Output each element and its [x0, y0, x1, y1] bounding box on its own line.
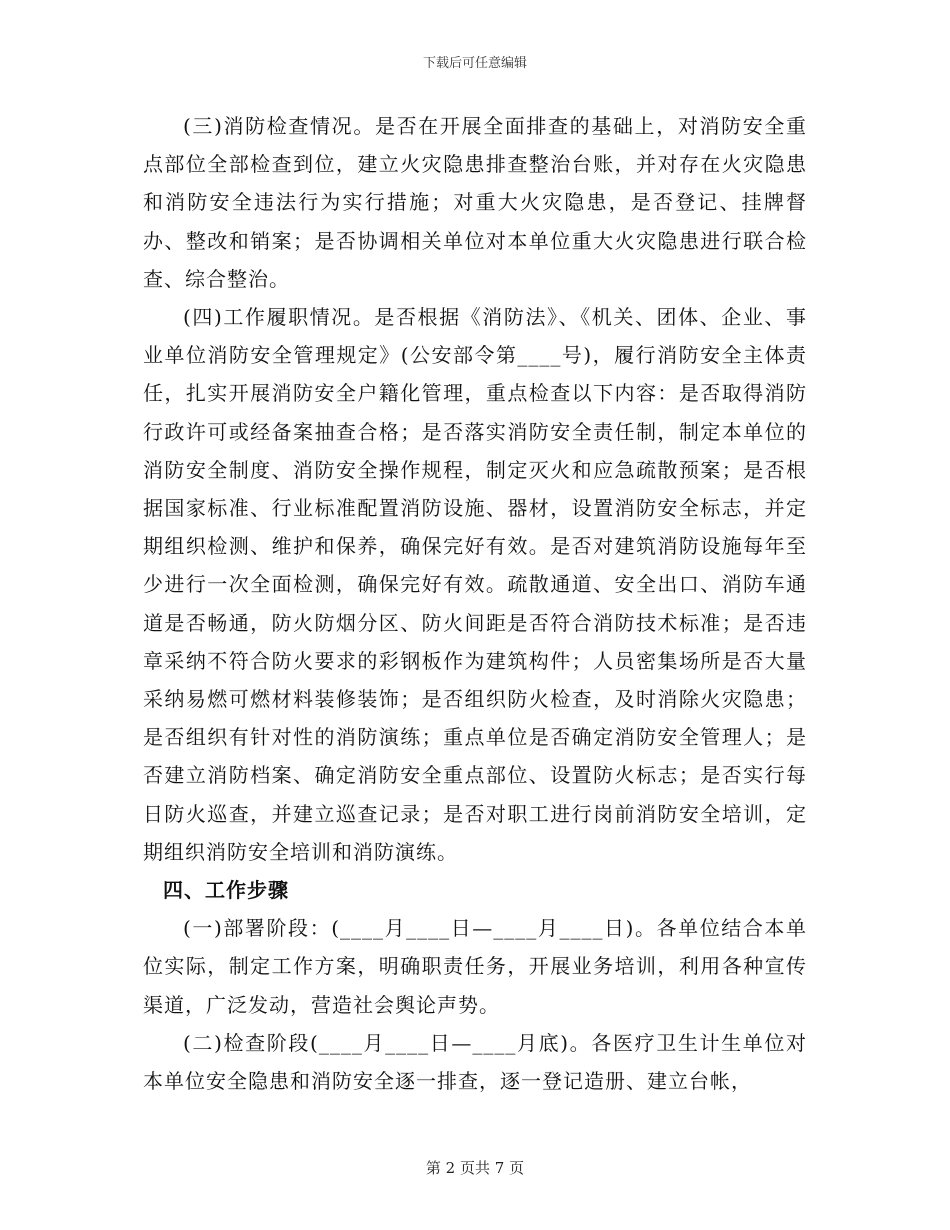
- paragraph-deployment-stage: (一)部署阶段：(____月____日—____月____日)。各单位结合本单位实际，制定工作方案，明确职责任务，开展业务培训，利用各种宣传渠道，广泛发动，营造社会舆论声势。: [143, 916, 807, 1017]
- paragraph-fire-inspection: (三)消防检查情况。是否在开展全面排查的基础上，对消防安全重点部位全部检查到位，建立火灾隐患排查整治台账，并对存在火灾隐患和消防安全违法行为实行措施；对重大火灾隐患，是否登记、挂牌督办、整改和销案；是否协调相关单位对本单位重大火灾隐患进行联合检查、综合整治。: [143, 114, 807, 291]
- paragraph-inspection-stage: (二)检查阶段(____月____日—____月底)。各医疗卫生计生单位对本单位安全隐患和消防安全逐一排查，逐一登记造册、建立台帐，: [143, 1030, 807, 1094]
- section-heading-work-steps: 四、工作步骤: [163, 878, 289, 903]
- paragraph-duty-performance: (四)工作履职情况。是否根据《消防法》、《机关、团体、企业、事业单位消防安全管理规定》(公安部令第____号)，履行消防安全主体责任，扎实开展消防安全户籍化管理，重点检查以下内容：是否取得消防行政许可或经备案抽查合格；是否落实消防安全责任制，制定本单位的消防安全制度、消防安全操作规程，制定灭火和应急疏散预案；是否根据国家标准、行业标准配置消防设施、器材，设置消防安全标志，并定期组织检测、维护和保养，确保完好有效。是否对建筑消防设施每年至少进行一次全面检测，确保完好有效。疏散通道、安全出口、消防车通道是否畅通，防火防烟分区、防火间距是否符合消防技术标准；是否违章采纳不符合防火要求的彩钢板作为建筑构件；人员密集场所是否大量采纳易燃可燃材料装修装饰；是否组织防火检查，及时消除火灾隐患；是否组织有针对性的消防演练；重点单位是否确定消防安全管理人；是否建立消防档案、确定消防安全重点部位、设置防火标志；是否实行每日防火巡查，并建立巡查记录；是否对职工进行岗前消防安全培训，定期组织消防安全培训和消防演练。: [143, 305, 807, 864]
- page-footer: 第 2 页共 7 页: [425, 1159, 525, 1177]
- page-header: 下载后可任意编辑: [422, 56, 527, 71]
- document-body: [143, 107, 807, 1100]
